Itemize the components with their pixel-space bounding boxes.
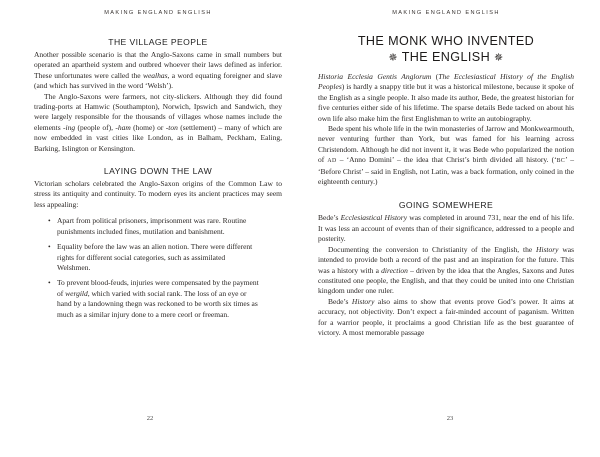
paragraph: Bede’s History also aims to show that events prove God’s power. It aims at accuracy, not objectivity. Don’t expect a fair-minded account of paganism. Written for a warrior people, it proclaims a good Christian life as the best guarantee of victory. A most memorable passage: [318, 296, 574, 337]
list-item: • Equality before the law was an alien notion. There were different rights for different social categories, such as assimilated Welshmen.: [48, 242, 253, 272]
section-heading-going-somewhere: GOING SOMEWHERE: [398, 200, 494, 211]
paragraph: Bede spent his whole life in the twin monasteries of Jarrow and Monkwearmouth, never venturing further than York, but was famed for his learning across Christendom. Although he did not invent it, it was Bede who popularized the notion of AD – ‘Anno Domini’ – the idea that Christ’s birth divided all history. (‘BC’ – ‘Before Christ’ – said in English, not Latin, was a back formation, only coined in the eighteenth century.): [318, 124, 575, 187]
bullet-icon: •: [48, 242, 51, 252]
running-head: MAKING ENGLAND ENGLISH: [104, 10, 212, 16]
chapter-title-line: ✵ THE ENGLISH ✵: [388, 49, 504, 64]
chapter-title-line: THE MONK WHO INVENTED: [357, 34, 535, 48]
paragraph: Another possible scenario is that the Anglo-Saxons came in small numbers but operated an apartheid system and outbred whoever their laws defined as inferior. These unfortunates were called the wealhas, a word equating foreigner and slave (and which has survived in the word ‘Welsh’).: [34, 50, 282, 91]
paragraph: Historia Ecclesia Gentis Anglorum (The Ecclesiastical History of the English Peoples) is hardly a snappy title but it was a historical milestone, because it spoke of the English as a single people. It also made its author, Bede, the greatest historian for five centuries either side of his lifetime. The sparse details Bede tacked on about his own life also make him the first Englishman to write an autobiography.: [318, 72, 574, 123]
section-heading-laying-down-the-law: LAYING DOWN THE LAW: [103, 166, 213, 177]
running-head: MAKING ENGLAND ENGLISH: [392, 10, 500, 16]
star-icon: ✵: [493, 51, 504, 64]
paragraph: Victorian scholars celebrated the Anglo-Saxon origins of the Common Law to stress its antiquity and continuity. To modern eyes its ancient practices may seem less appealing:: [34, 179, 282, 209]
paragraph: The Anglo-Saxons were farmers, not city-slickers. Although they did found trading-ports at Hamwic (Southampton), Norwich, Ipswich and Sandwich, they were largely responsible for the thousands of villages whose names include the elements -ing (people of), -ham (home) or -ton (settlement) – many of which are now embedded in vast cities like London, as in Balham, Peckham, Ealing, Barking, Islington or Kensington.: [34, 91, 282, 153]
paragraph: Documenting the conversion to Christianity of the English, the History was intended to provide both a record of the past and an inspiration for the future. This was a history with a direction – driven by the idea that the Angles, Saxons and Jutes constituted one people, the English, and that they could be united into one Christian kingdom under one ruler.: [318, 244, 574, 296]
page-number: 23: [446, 415, 454, 422]
paragraph: Bede’s Ecclesiastical History was completed in around 731, near the end of his life. It was less an account of events than of their significance, addressed to a people and posterity.: [318, 213, 575, 244]
bullet-icon: •: [48, 278, 51, 288]
bullet-list: [34, 216, 282, 320]
right-page: [300, 0, 600, 457]
page-number: 22: [146, 415, 154, 422]
list-item: • To prevent blood-feuds, injuries were compensated by the payment of wergild, which varied with social rank. The loss of an eye or hand by a landowning thegn was reckoned to be worth six times as much as a similar injury done to a mere ceorl or freeman.: [48, 278, 259, 319]
star-icon: ✵: [388, 51, 399, 64]
list-item: • Apart from political prisoners, imprisonment was rare. Routine punishments included fines, mutilation and banishment.: [48, 216, 247, 236]
bullet-icon: •: [48, 216, 51, 226]
chapter-title: [318, 34, 574, 66]
section-heading-village-people: THE VILLAGE PEOPLE: [108, 37, 208, 47]
